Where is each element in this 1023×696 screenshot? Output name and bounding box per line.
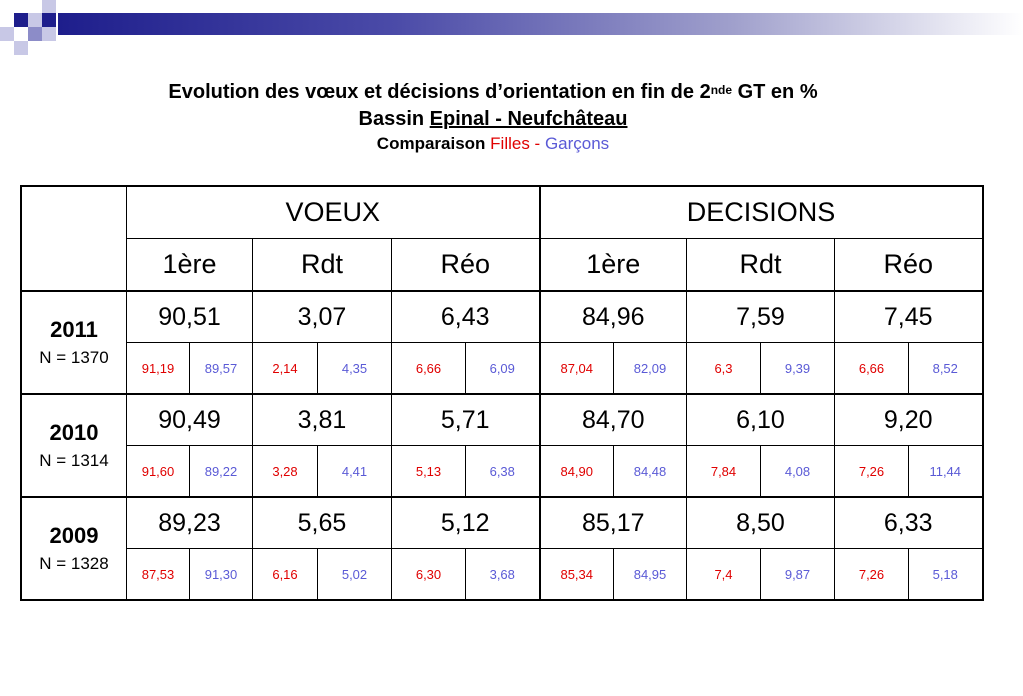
boys-value: 5,18 xyxy=(909,549,983,601)
average-value: 90,49 xyxy=(127,394,253,446)
decor-square xyxy=(42,27,56,41)
gradient-banner xyxy=(58,13,1023,35)
year-cell xyxy=(21,497,127,600)
col-header: 1ère xyxy=(127,239,253,292)
boys-value: 4,41 xyxy=(318,446,392,498)
decor-square xyxy=(0,27,14,41)
col-header: Réo xyxy=(835,239,983,292)
girls-value: 7,26 xyxy=(835,446,909,498)
girls-value: 84,90 xyxy=(540,446,614,498)
table-row xyxy=(21,549,983,601)
year-cell xyxy=(21,394,127,497)
average-value: 90,51 xyxy=(127,291,253,343)
corner-cell xyxy=(21,186,127,291)
average-value: 84,96 xyxy=(540,291,687,343)
year-label: 2009 xyxy=(49,522,99,548)
table-body xyxy=(21,291,983,600)
decor-square xyxy=(28,13,42,27)
decor-square xyxy=(14,41,28,55)
decor-square xyxy=(42,0,56,13)
boys-value: 8,52 xyxy=(909,343,983,395)
boys-value: 84,95 xyxy=(614,549,687,601)
boys-value: 9,39 xyxy=(761,343,835,395)
average-value: 9,20 xyxy=(835,394,983,446)
average-value: 6,43 xyxy=(392,291,540,343)
girls-value: 7,26 xyxy=(835,549,909,601)
table-row xyxy=(21,394,983,446)
header-voeux: VOEUX xyxy=(127,186,540,239)
table-row xyxy=(21,497,983,549)
legend-girls: Filles xyxy=(490,134,530,153)
table-row xyxy=(21,446,983,498)
student-count: N = 1314 xyxy=(39,450,109,470)
average-value: 8,50 xyxy=(687,497,835,549)
header-decoration xyxy=(0,0,1023,60)
orientation-table xyxy=(20,185,984,601)
header-decisions: DECISIONS xyxy=(540,186,983,239)
slide-title xyxy=(0,78,986,156)
col-header: 1ère xyxy=(540,239,687,292)
year-label: 2010 xyxy=(49,419,99,445)
boys-value: 4,08 xyxy=(761,446,835,498)
average-value: 6,33 xyxy=(835,497,983,549)
boys-value: 91,30 xyxy=(190,549,253,601)
boys-value: 9,87 xyxy=(761,549,835,601)
girls-value: 2,14 xyxy=(253,343,318,395)
average-value: 7,45 xyxy=(835,291,983,343)
girls-value: 6,3 xyxy=(687,343,761,395)
average-value: 84,70 xyxy=(540,394,687,446)
title-line-1: Evolution des vœux et décisions d’orientation en fin de 2nde GT en % xyxy=(168,81,818,103)
boys-value: 84,48 xyxy=(614,446,687,498)
col-header: Rdt xyxy=(253,239,392,292)
girls-value: 6,66 xyxy=(392,343,466,395)
basin-name: Epinal - Neufchâteau xyxy=(429,108,628,130)
average-value: 3,81 xyxy=(253,394,392,446)
girls-value: 7,4 xyxy=(687,549,761,601)
title-line-2: Bassin Epinal - Neufchâteau xyxy=(358,108,628,130)
boys-value: 11,44 xyxy=(909,446,983,498)
legend-boys: Garçons xyxy=(544,134,610,153)
average-value: 5,65 xyxy=(253,497,392,549)
girls-value: 7,84 xyxy=(687,446,761,498)
decor-square xyxy=(42,13,56,27)
girls-value: 91,60 xyxy=(127,446,190,498)
girls-value: 3,28 xyxy=(253,446,318,498)
boys-value: 6,38 xyxy=(466,446,540,498)
girls-value: 5,13 xyxy=(392,446,466,498)
average-value: 6,10 xyxy=(687,394,835,446)
boys-value: 6,09 xyxy=(466,343,540,395)
average-value: 7,59 xyxy=(687,291,835,343)
girls-value: 6,16 xyxy=(253,549,318,601)
col-header: Rdt xyxy=(687,239,835,292)
table-row xyxy=(21,343,983,395)
average-value: 5,71 xyxy=(392,394,540,446)
girls-value: 87,04 xyxy=(540,343,614,395)
girls-value: 6,30 xyxy=(392,549,466,601)
average-value: 5,12 xyxy=(392,497,540,549)
average-value: 3,07 xyxy=(253,291,392,343)
year-label: 2011 xyxy=(50,316,98,342)
decor-square xyxy=(14,13,28,27)
col-header: Réo xyxy=(392,239,540,292)
boys-value: 3,68 xyxy=(466,549,540,601)
boys-value: 82,09 xyxy=(614,343,687,395)
girls-value: 6,66 xyxy=(835,343,909,395)
boys-value: 89,22 xyxy=(190,446,253,498)
year-cell xyxy=(21,291,127,394)
girls-value: 85,34 xyxy=(540,549,614,601)
student-count: N = 1328 xyxy=(39,553,109,573)
girls-value: 87,53 xyxy=(127,549,190,601)
average-value: 89,23 xyxy=(127,497,253,549)
girls-value: 91,19 xyxy=(127,343,190,395)
title-line-3: Comparaison Filles - Garçons xyxy=(376,134,610,153)
table-row xyxy=(21,291,983,343)
boys-value: 89,57 xyxy=(190,343,253,395)
boys-value: 4,35 xyxy=(318,343,392,395)
boys-value: 5,02 xyxy=(318,549,392,601)
average-value: 85,17 xyxy=(540,497,687,549)
student-count: N = 1370 xyxy=(39,347,109,367)
decor-square xyxy=(28,27,42,41)
